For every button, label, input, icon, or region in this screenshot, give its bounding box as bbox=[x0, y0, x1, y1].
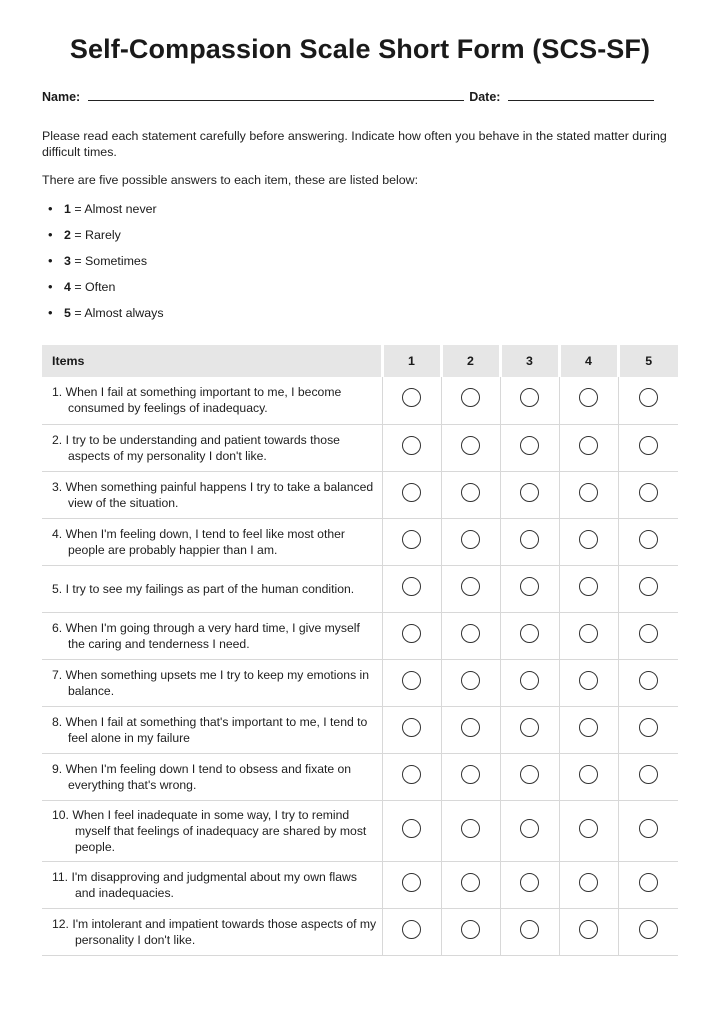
bullet-icon: • bbox=[48, 227, 53, 242]
response-cell-2 bbox=[441, 471, 500, 518]
radio-option-5[interactable] bbox=[639, 718, 658, 737]
radio-option-4[interactable] bbox=[579, 624, 598, 643]
scale-label: = Often bbox=[74, 280, 116, 294]
response-cell-1 bbox=[382, 612, 441, 659]
item-number: 10. bbox=[52, 807, 69, 822]
response-cell-1 bbox=[382, 861, 441, 908]
item-cell bbox=[42, 424, 382, 471]
response-cell-3 bbox=[500, 800, 559, 861]
name-label: Name: bbox=[42, 90, 81, 104]
column-header-4: 4 bbox=[559, 345, 618, 377]
item-statement bbox=[42, 432, 382, 464]
item-statement bbox=[42, 761, 382, 793]
radio-option-2[interactable] bbox=[461, 819, 480, 838]
page-title: Self-Compassion Scale Short Form (SCS-SF) bbox=[69, 34, 651, 64]
radio-option-4[interactable] bbox=[579, 530, 598, 549]
date-field[interactable] bbox=[508, 88, 654, 101]
response-cell-5 bbox=[618, 518, 678, 565]
radio-option-2[interactable] bbox=[461, 483, 480, 502]
item-cell bbox=[42, 659, 382, 706]
radio-option-2[interactable] bbox=[461, 671, 480, 690]
item-statement bbox=[42, 714, 382, 746]
radio-option-5[interactable] bbox=[639, 671, 658, 690]
item-cell bbox=[42, 861, 382, 908]
radio-option-4[interactable] bbox=[579, 718, 598, 737]
radio-option-4[interactable] bbox=[579, 577, 598, 596]
response-cell-4 bbox=[559, 861, 618, 908]
radio-option-2[interactable] bbox=[461, 765, 480, 784]
item-statement bbox=[42, 807, 382, 855]
response-cell-4 bbox=[559, 706, 618, 753]
response-cell-5 bbox=[618, 612, 678, 659]
response-cell-3 bbox=[500, 612, 559, 659]
response-cell-3 bbox=[500, 518, 559, 565]
response-cell-2 bbox=[441, 908, 500, 955]
item-cell bbox=[42, 908, 382, 955]
item-cell bbox=[42, 565, 382, 612]
response-cell-5 bbox=[618, 800, 678, 861]
table-row bbox=[42, 908, 678, 955]
radio-option-4[interactable] bbox=[579, 819, 598, 838]
item-statement bbox=[42, 667, 382, 699]
response-cell-5 bbox=[618, 753, 678, 800]
item-statement bbox=[42, 479, 382, 511]
radio-option-2[interactable] bbox=[461, 530, 480, 549]
item-statement bbox=[42, 916, 382, 948]
radio-option-1[interactable] bbox=[402, 577, 421, 596]
response-cell-5 bbox=[618, 424, 678, 471]
radio-option-1[interactable] bbox=[402, 530, 421, 549]
radio-option-1[interactable] bbox=[402, 819, 421, 838]
column-header-items: Items bbox=[52, 354, 85, 368]
item-number: 1. bbox=[52, 385, 63, 400]
scale-number: 5 bbox=[64, 306, 71, 320]
intro-paragraph: Please read each statement carefully before answering. Indicate how often you behave in the stated matter during difficult times. bbox=[42, 129, 667, 159]
item-text: When something painful happens I try to take a balanced view of the situation. bbox=[65, 479, 374, 510]
list-item bbox=[48, 300, 164, 326]
item-cell bbox=[42, 377, 382, 424]
scale-label: = Almost never bbox=[74, 202, 157, 216]
item-text: When I'm feeling down, I tend to feel like most other people are probably happier than I am. bbox=[65, 526, 345, 557]
response-cell-5 bbox=[618, 908, 678, 955]
radio-option-2[interactable] bbox=[461, 624, 480, 643]
item-number: 9. bbox=[52, 761, 63, 776]
radio-option-3[interactable] bbox=[520, 436, 539, 455]
column-header-1: 1 bbox=[382, 345, 441, 377]
radio-option-5[interactable] bbox=[639, 530, 658, 549]
response-cell-5 bbox=[618, 659, 678, 706]
column-header-2: 2 bbox=[441, 345, 500, 377]
radio-option-4[interactable] bbox=[579, 436, 598, 455]
scale-label: = Rarely bbox=[74, 228, 121, 242]
item-number: 8. bbox=[52, 714, 63, 729]
response-cell-5 bbox=[618, 377, 678, 424]
response-cell-1 bbox=[382, 471, 441, 518]
radio-option-1[interactable] bbox=[402, 624, 421, 643]
item-cell bbox=[42, 800, 382, 861]
response-cell-1 bbox=[382, 908, 441, 955]
response-cell-2 bbox=[441, 753, 500, 800]
bullet-icon: • bbox=[48, 253, 53, 268]
item-cell bbox=[42, 471, 382, 518]
response-cell-1 bbox=[382, 565, 441, 612]
item-statement bbox=[42, 869, 382, 901]
table-row bbox=[42, 861, 678, 908]
table-row bbox=[42, 706, 678, 753]
response-cell-4 bbox=[559, 518, 618, 565]
item-number: 6. bbox=[52, 620, 63, 635]
radio-option-3[interactable] bbox=[520, 718, 539, 737]
name-date-line bbox=[42, 88, 654, 104]
response-cell-5 bbox=[618, 471, 678, 518]
response-cell-3 bbox=[500, 861, 559, 908]
name-field[interactable] bbox=[88, 88, 464, 101]
radio-option-4[interactable] bbox=[579, 765, 598, 784]
radio-option-3[interactable] bbox=[520, 671, 539, 690]
radio-option-1[interactable] bbox=[402, 765, 421, 784]
table-row bbox=[42, 518, 678, 565]
radio-option-2[interactable] bbox=[461, 436, 480, 455]
questionnaire-table bbox=[42, 345, 678, 956]
item-number: 4. bbox=[52, 526, 63, 541]
item-number: 11. bbox=[52, 869, 69, 884]
table-header-row bbox=[42, 345, 678, 377]
radio-option-5[interactable] bbox=[639, 624, 658, 643]
item-number: 2. bbox=[52, 432, 63, 447]
item-number: 5. bbox=[52, 581, 63, 596]
radio-option-4[interactable] bbox=[579, 388, 598, 407]
radio-option-2[interactable] bbox=[461, 388, 480, 407]
item-cell bbox=[42, 518, 382, 565]
table-row bbox=[42, 659, 678, 706]
response-cell-2 bbox=[441, 377, 500, 424]
radio-option-3[interactable] bbox=[520, 765, 539, 784]
radio-option-2[interactable] bbox=[461, 920, 480, 939]
table-row bbox=[42, 753, 678, 800]
radio-option-2[interactable] bbox=[461, 873, 480, 892]
radio-option-4[interactable] bbox=[579, 873, 598, 892]
item-statement bbox=[42, 620, 382, 652]
item-cell bbox=[42, 612, 382, 659]
item-cell bbox=[42, 706, 382, 753]
item-statement bbox=[42, 384, 382, 416]
item-cell bbox=[42, 753, 382, 800]
bullet-icon: • bbox=[48, 279, 53, 294]
response-cell-1 bbox=[382, 753, 441, 800]
response-cell-4 bbox=[559, 800, 618, 861]
response-cell-2 bbox=[441, 659, 500, 706]
response-cell-3 bbox=[500, 706, 559, 753]
response-cell-3 bbox=[500, 471, 559, 518]
item-text: When I fail at something important to me, I become consumed by feelings of inadequacy. bbox=[65, 385, 342, 416]
bullet-icon: • bbox=[48, 201, 53, 216]
response-cell-1 bbox=[382, 659, 441, 706]
radio-option-3[interactable] bbox=[520, 873, 539, 892]
list-item bbox=[48, 196, 164, 222]
response-cell-5 bbox=[618, 861, 678, 908]
radio-option-5[interactable] bbox=[639, 577, 658, 596]
radio-option-2[interactable] bbox=[461, 718, 480, 737]
radio-option-5[interactable] bbox=[639, 873, 658, 892]
response-cell-4 bbox=[559, 424, 618, 471]
item-number: 3. bbox=[52, 479, 63, 494]
item-text: I try to be understanding and patient towards those aspects of my personality I don't like. bbox=[65, 432, 340, 463]
scale-number: 1 bbox=[64, 202, 71, 216]
response-cell-1 bbox=[382, 424, 441, 471]
scale-number: 2 bbox=[64, 228, 71, 242]
response-cell-2 bbox=[441, 565, 500, 612]
response-cell-4 bbox=[559, 471, 618, 518]
response-cell-5 bbox=[618, 565, 678, 612]
response-cell-4 bbox=[559, 612, 618, 659]
scale-label: = Almost always bbox=[74, 306, 164, 320]
table-row bbox=[42, 377, 678, 424]
radio-option-5[interactable] bbox=[639, 765, 658, 784]
response-cell-3 bbox=[500, 424, 559, 471]
table-row bbox=[42, 800, 678, 861]
response-cell-1 bbox=[382, 377, 441, 424]
response-cell-5 bbox=[618, 706, 678, 753]
response-cell-1 bbox=[382, 706, 441, 753]
item-text: When I'm going through a very hard time, I give myself the caring and tenderness I need. bbox=[65, 620, 360, 651]
table-row bbox=[42, 565, 678, 612]
scale-number: 3 bbox=[64, 254, 71, 268]
radio-option-5[interactable] bbox=[639, 388, 658, 407]
item-text: I'm disapproving and judgmental about my own flaws and inadequacies. bbox=[71, 869, 357, 900]
list-item bbox=[48, 248, 164, 274]
item-text: When something upsets me I try to keep my emotions in balance. bbox=[65, 667, 370, 698]
item-statement bbox=[42, 526, 382, 558]
column-header-3: 3 bbox=[500, 345, 559, 377]
response-cell-4 bbox=[559, 659, 618, 706]
radio-option-5[interactable] bbox=[639, 819, 658, 838]
scale-legend bbox=[48, 196, 164, 326]
response-cell-3 bbox=[500, 377, 559, 424]
item-number: 7. bbox=[52, 667, 63, 682]
radio-option-3[interactable] bbox=[520, 388, 539, 407]
radio-option-4[interactable] bbox=[579, 671, 598, 690]
response-cell-4 bbox=[559, 377, 618, 424]
radio-option-1[interactable] bbox=[402, 671, 421, 690]
item-text: When I fail at something that's important to me, I tend to feel alone in my failure bbox=[65, 714, 368, 745]
bullet-icon: • bbox=[48, 305, 53, 320]
response-cell-2 bbox=[441, 424, 500, 471]
response-cell-2 bbox=[441, 861, 500, 908]
radio-option-4[interactable] bbox=[579, 920, 598, 939]
radio-option-3[interactable] bbox=[520, 530, 539, 549]
radio-option-2[interactable] bbox=[461, 577, 480, 596]
radio-option-3[interactable] bbox=[520, 577, 539, 596]
response-cell-2 bbox=[441, 706, 500, 753]
response-cell-3 bbox=[500, 908, 559, 955]
item-text: I'm intolerant and impatient towards those aspects of my personality I don't like. bbox=[72, 916, 377, 947]
radio-option-5[interactable] bbox=[639, 436, 658, 455]
response-cell-3 bbox=[500, 753, 559, 800]
radio-option-3[interactable] bbox=[520, 920, 539, 939]
scale-number: 4 bbox=[64, 280, 71, 294]
radio-option-3[interactable] bbox=[520, 483, 539, 502]
table-row bbox=[42, 471, 678, 518]
response-cell-1 bbox=[382, 800, 441, 861]
radio-option-3[interactable] bbox=[520, 819, 539, 838]
response-cell-4 bbox=[559, 753, 618, 800]
item-number: 12. bbox=[52, 916, 69, 931]
response-cell-2 bbox=[441, 612, 500, 659]
response-cell-2 bbox=[441, 800, 500, 861]
item-text: When I'm feeling down I tend to obsess and fixate on everything that's wrong. bbox=[65, 761, 352, 792]
radio-option-1[interactable] bbox=[402, 436, 421, 455]
radio-option-5[interactable] bbox=[639, 920, 658, 939]
scale-label: = Sometimes bbox=[74, 254, 148, 268]
list-item bbox=[48, 222, 164, 248]
item-statement bbox=[42, 581, 382, 597]
radio-option-1[interactable] bbox=[402, 873, 421, 892]
column-header-5: 5 bbox=[618, 345, 678, 377]
answers-intro: There are five possible answers to each item, these are listed below: bbox=[42, 173, 419, 187]
radio-option-1[interactable] bbox=[402, 718, 421, 737]
radio-option-1[interactable] bbox=[402, 388, 421, 407]
response-cell-2 bbox=[441, 518, 500, 565]
date-label: Date: bbox=[469, 90, 501, 104]
response-cell-4 bbox=[559, 565, 618, 612]
item-text: When I feel inadequate in some way, I try to remind myself that feelings of inadequacy are shared by most people. bbox=[72, 807, 367, 854]
radio-option-1[interactable] bbox=[402, 920, 421, 939]
radio-option-4[interactable] bbox=[579, 483, 598, 502]
response-cell-1 bbox=[382, 518, 441, 565]
item-text: I try to see my failings as part of the human condition. bbox=[65, 581, 355, 596]
response-cell-3 bbox=[500, 565, 559, 612]
response-cell-3 bbox=[500, 659, 559, 706]
table-row bbox=[42, 424, 678, 471]
radio-option-3[interactable] bbox=[520, 624, 539, 643]
response-cell-4 bbox=[559, 908, 618, 955]
radio-option-1[interactable] bbox=[402, 483, 421, 502]
radio-option-5[interactable] bbox=[639, 483, 658, 502]
table-row bbox=[42, 612, 678, 659]
list-item bbox=[48, 274, 164, 300]
